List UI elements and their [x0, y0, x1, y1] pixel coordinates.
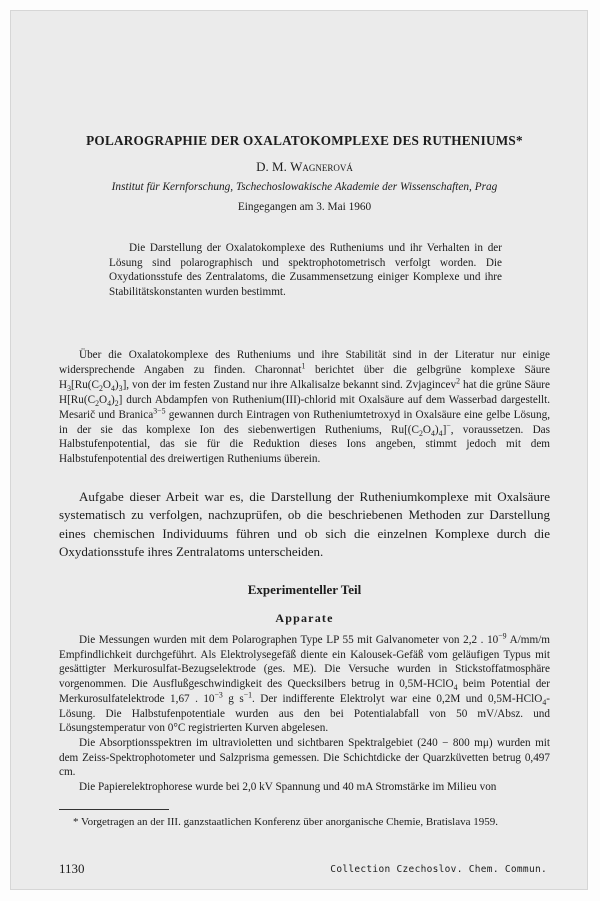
affiliation: Institut für Kernforschung, Tschechoslowakische Akademie der Wissenschaften, Prag	[111, 181, 498, 193]
intro-paragraph-2: Aufgabe dieser Arbeit war es, die Darstellung der Rutheniumkomplexe mit Oxalsäure systematisch zu verfolgen, nachzuprüfen, ob die beschriebenen Methoden zur Darstellung eines chemischen Individuums führen und ob sich die einzelnen Komplexe durch die Oxydationsstufe ihres Zentralatoms unterscheiden.	[59, 489, 550, 560]
journal-page	[10, 10, 588, 890]
journal-name: Collection Czechoslov. Chem. Commun.	[330, 864, 547, 875]
page-number: 1130	[59, 861, 85, 876]
footnote: * Vorgetragen an der III. ganzstaatlichen Konferenz über anorganische Chemie, Bratislava 1959.	[73, 816, 498, 828]
intro-paragraph-1: Über die Oxalatokomplexe des Rutheniums und ihre Stabilität sind in der Literatur nur einige widersprechende Angaben zu finden. Charonnat$^1$ berichtet über die gelbgrüne komplexe Säure $H_3[Ru(C_2O_4)_3]$, von der im festen Zustand nur ihre Alkalisalze bekannt sind. Zvjagincev$^2$ hat die grüne Säure $H[Ru(C_2O_4)_2]$ durch Abdampfen von Ruthenium(III)-chlorid mit Oxalsäure auf dem Wasserbad dargestellt. Mesarič und Branica$^{3-5}$ gewannen durch Eintragen von Rutheniumtetroxyd in Oxalsäure eine gelbe Lösung, in der sie das komplexe Ion des siebenwertigen Rutheniums, $Ru[(C_2O_4)_4]^-$, voraussetzen. Das Halbstufenpotential, das sie für die Reduktion dieses Ions angeben, stimmt jedoch mit dem Halbstufenpotential des dreiwertigen Rutheniums überein.	[59, 349, 550, 466]
author-surname: Wagnerová	[290, 159, 353, 174]
experimental-text	[59, 633, 550, 795]
abstract: Die Darstellung der Oxalatokomplexe des Rutheniums und ihr Verhalten in der Lösung sind polarographisch und spektrophotometrisch verfolgt worden. Die Oxydationsstufe des Zentralatoms, die Zusammensetzung einiger Komplexe und ihre Stabilitätskonstanten wurden bestimmt.	[109, 242, 502, 299]
footnote-rule	[59, 809, 169, 810]
subsection-heading: Apparate	[275, 611, 334, 625]
experimental-paragraph-3: Die Papierelektrophorese wurde bei 2,0 kV Spannung und 40 mA Stromstärke im Milieu von	[79, 781, 497, 794]
received-date: Eingegangen am 3. Mai 1960	[237, 201, 372, 213]
experimental-paragraph-2: Die Absorptionsspektren im ultravioletten und sichtbaren Spektralgebiet (240 − 800 mμ) wurden mit dem Zeiss-Spektrophotometer und Salzprisma gemessen. Die Schichtdicke der Quarzküvetten betrug 0,497 cm.	[59, 736, 550, 779]
section-heading: Experimenteller Teil	[247, 582, 362, 597]
article-title: POLAROGRAPHIE DER OXALATOKOMPLEXE DES RUTHENIUMS*	[86, 133, 523, 148]
experimental-paragraph-1: Die Messungen wurden mit dem Polarographen Type LP 55 mit Galvanometer von 2,2 . $10^{-9}$ A/mm/m Empfindlichkeit durchgeführt. Als Elektrolysegefäß diente ein Kalousek-Gefäß vom geläufigen Typus mit gesättigter Merkurosulfat-Bezugselektrode (ges. ME). Die Versuche wurden in Stickstoffatmosphäre vorgenommen. Die Ausflußgeschwindigkeit des Quecksilbers betrug in 0,5M-HClO$_4$ beim Potential der Merkurosulfatelektrode 1,67 . $10^{-3}$ g $s^{-1}$. Der indifferente Elektrolyt war eine 0,2M und 0,5M-HClO$_4$-Lösung. Die Halbstufenpotentiale wurden aus den bei Potentialabfall von 50 mV/Absz. und Lösungstemperatur von 0°C registrierten Kurven abgelesen.	[59, 631, 550, 735]
author-initials: D. M.	[256, 159, 291, 174]
author-line	[59, 159, 550, 175]
